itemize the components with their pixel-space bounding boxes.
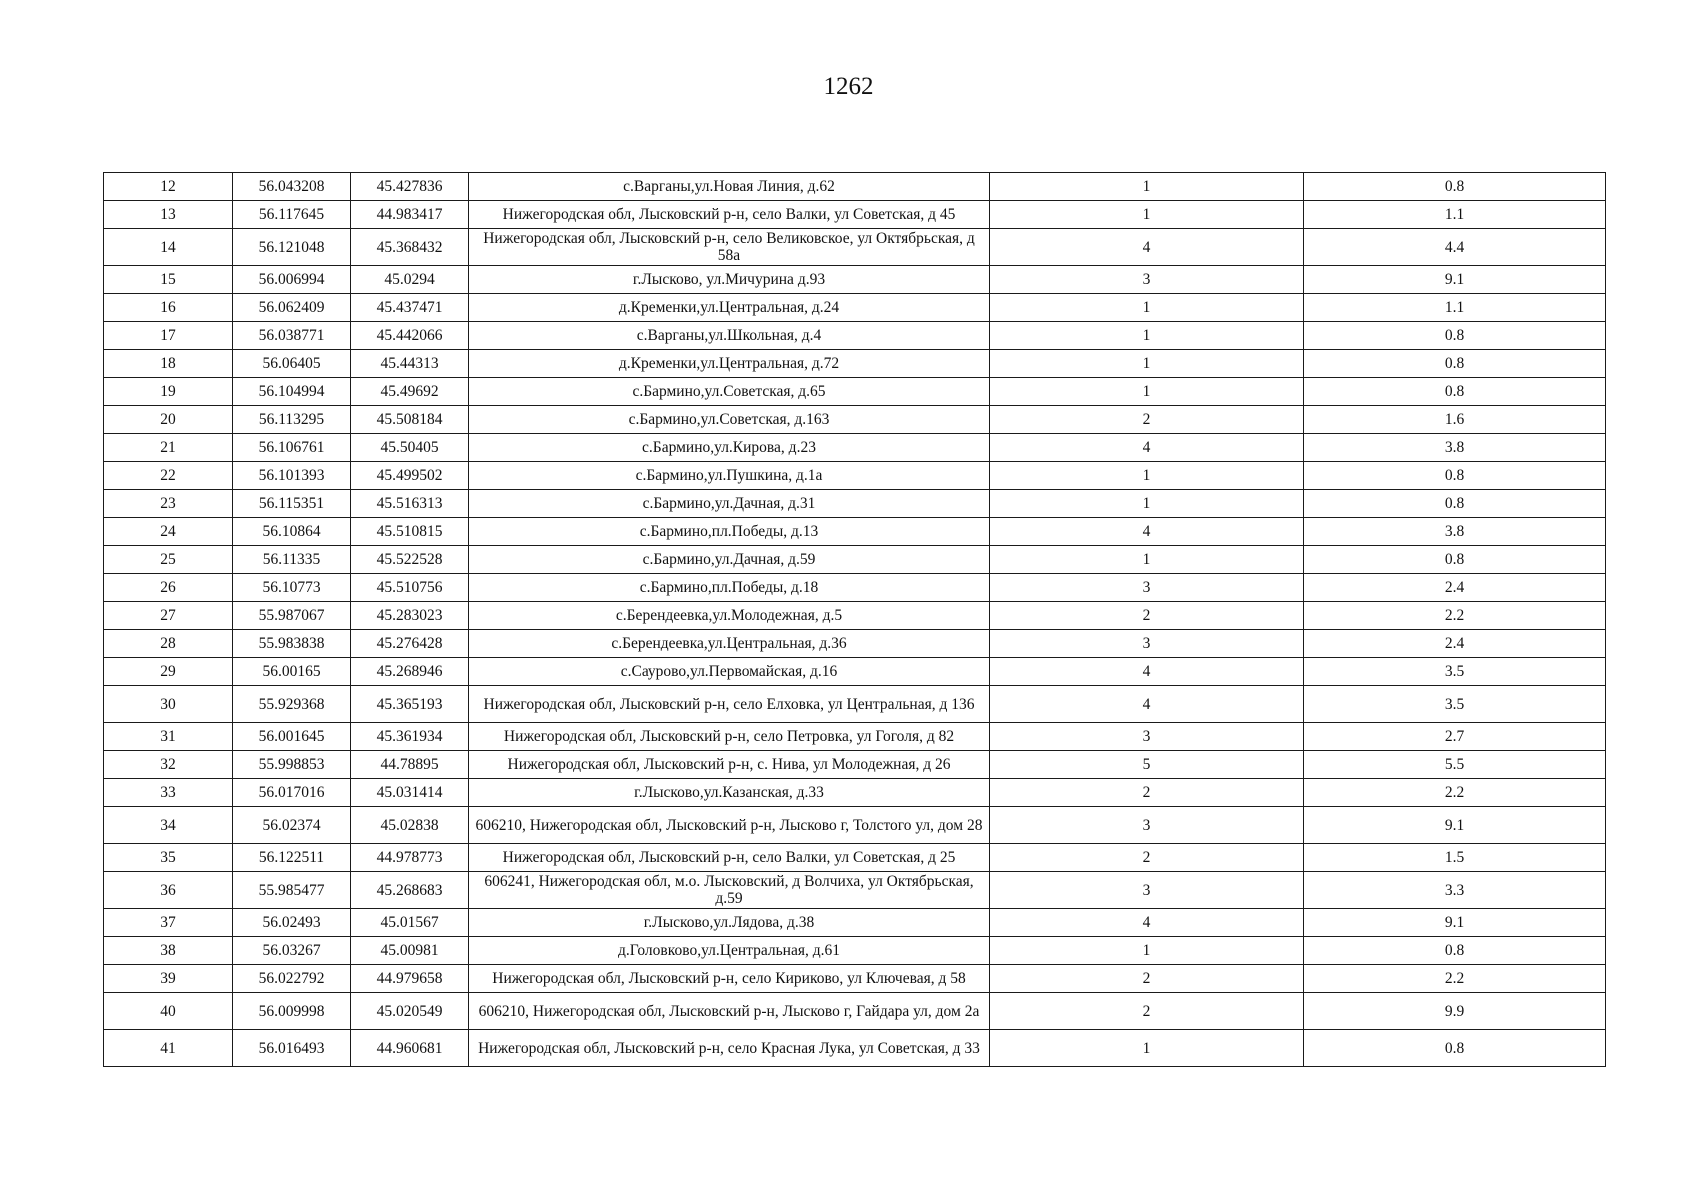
address-cell: с.Берендеевка,ул.Молодежная, д.5 — [469, 602, 990, 630]
longitude-cell: 45.02838 — [351, 807, 469, 844]
longitude-cell: 45.031414 — [351, 779, 469, 807]
longitude-cell: 45.268946 — [351, 658, 469, 686]
value-cell: 0.8 — [1304, 546, 1606, 574]
table-row — [104, 201, 1606, 229]
longitude-cell: 45.50405 — [351, 434, 469, 462]
address-cell: д.Головково,ул.Центральная, д.61 — [469, 937, 990, 965]
count-cell: 1 — [990, 462, 1304, 490]
latitude-cell: 56.009998 — [233, 993, 351, 1030]
table-row — [104, 518, 1606, 546]
latitude-cell: 55.929368 — [233, 686, 351, 723]
table-row — [104, 909, 1606, 937]
value-cell: 3.5 — [1304, 658, 1606, 686]
value-cell: 1.5 — [1304, 844, 1606, 872]
longitude-cell: 45.268683 — [351, 872, 469, 909]
count-cell: 1 — [990, 322, 1304, 350]
value-cell: 0.8 — [1304, 322, 1606, 350]
address-cell: с.Бармино,пл.Победы, д.18 — [469, 574, 990, 602]
count-cell: 1 — [990, 546, 1304, 574]
latitude-cell: 55.983838 — [233, 630, 351, 658]
count-cell: 3 — [990, 723, 1304, 751]
value-cell: 5.5 — [1304, 751, 1606, 779]
longitude-cell: 45.361934 — [351, 723, 469, 751]
table-row — [104, 723, 1606, 751]
latitude-cell: 56.017016 — [233, 779, 351, 807]
row-number-cell: 30 — [104, 686, 233, 723]
row-number-cell: 38 — [104, 937, 233, 965]
count-cell: 2 — [990, 779, 1304, 807]
value-cell: 0.8 — [1304, 937, 1606, 965]
row-number-cell: 18 — [104, 350, 233, 378]
address-cell: Нижегородская обл, Лысковский р-н, село Валки, ул Советская, д 25 — [469, 844, 990, 872]
table-row — [104, 462, 1606, 490]
address-cell: д.Кременки,ул.Центральная, д.24 — [469, 294, 990, 322]
table-row — [104, 490, 1606, 518]
longitude-cell: 45.283023 — [351, 602, 469, 630]
table-row — [104, 434, 1606, 462]
count-cell: 4 — [990, 229, 1304, 266]
address-cell: с.Бармино,пл.Победы, д.13 — [469, 518, 990, 546]
count-cell: 1 — [990, 201, 1304, 229]
table-row — [104, 378, 1606, 406]
count-cell: 3 — [990, 266, 1304, 294]
row-number-cell: 14 — [104, 229, 233, 266]
row-number-cell: 22 — [104, 462, 233, 490]
count-cell: 3 — [990, 630, 1304, 658]
latitude-cell: 56.006994 — [233, 266, 351, 294]
value-cell: 1.1 — [1304, 294, 1606, 322]
row-number-cell: 21 — [104, 434, 233, 462]
value-cell: 0.8 — [1304, 378, 1606, 406]
row-number-cell: 17 — [104, 322, 233, 350]
count-cell: 4 — [990, 518, 1304, 546]
table-row — [104, 173, 1606, 201]
longitude-cell: 45.49692 — [351, 378, 469, 406]
row-number-cell: 29 — [104, 658, 233, 686]
row-number-cell: 32 — [104, 751, 233, 779]
latitude-cell: 56.00165 — [233, 658, 351, 686]
row-number-cell: 20 — [104, 406, 233, 434]
table-body — [104, 173, 1606, 1067]
count-cell: 1 — [990, 490, 1304, 518]
row-number-cell: 19 — [104, 378, 233, 406]
table-row — [104, 322, 1606, 350]
row-number-cell: 26 — [104, 574, 233, 602]
latitude-cell: 56.02493 — [233, 909, 351, 937]
value-cell: 2.4 — [1304, 574, 1606, 602]
row-number-cell: 28 — [104, 630, 233, 658]
longitude-cell: 44.960681 — [351, 1030, 469, 1067]
table-row — [104, 546, 1606, 574]
value-cell: 0.8 — [1304, 350, 1606, 378]
longitude-cell: 45.0294 — [351, 266, 469, 294]
address-cell: с.Бармино,ул.Кирова, д.23 — [469, 434, 990, 462]
count-cell: 3 — [990, 574, 1304, 602]
address-cell: 606241, Нижегородская обл, м.о. Лысковский, д Волчиха, ул Октябрьская, д.59 — [469, 872, 990, 909]
address-cell: с.Бармино,ул.Пушкина, д.1а — [469, 462, 990, 490]
latitude-cell: 56.104994 — [233, 378, 351, 406]
longitude-cell: 45.437471 — [351, 294, 469, 322]
latitude-cell: 56.101393 — [233, 462, 351, 490]
count-cell: 3 — [990, 872, 1304, 909]
value-cell: 3.8 — [1304, 434, 1606, 462]
value-cell: 9.9 — [1304, 993, 1606, 1030]
address-cell: Нижегородская обл, Лысковский р-н, село Великовское, ул Октябрьская, д 58а — [469, 229, 990, 266]
table-row — [104, 1030, 1606, 1067]
longitude-cell: 45.442066 — [351, 322, 469, 350]
address-cell: Нижегородская обл, Лысковский р-н, село Валки, ул Советская, д 45 — [469, 201, 990, 229]
address-cell: г.Лысково,ул.Лядова, д.38 — [469, 909, 990, 937]
count-cell: 1 — [990, 1030, 1304, 1067]
value-cell: 0.8 — [1304, 490, 1606, 518]
row-number-cell: 31 — [104, 723, 233, 751]
longitude-cell: 45.499502 — [351, 462, 469, 490]
latitude-cell: 56.062409 — [233, 294, 351, 322]
count-cell: 2 — [990, 602, 1304, 630]
table-row — [104, 844, 1606, 872]
address-cell: Нижегородская обл, Лысковский р-н, село Кириково, ул Ключевая, д 58 — [469, 965, 990, 993]
address-cell: с.Берендеевка,ул.Центральная, д.36 — [469, 630, 990, 658]
address-cell: г.Лысково,ул.Казанская, д.33 — [469, 779, 990, 807]
longitude-cell: 45.00981 — [351, 937, 469, 965]
row-number-cell: 36 — [104, 872, 233, 909]
longitude-cell: 45.510756 — [351, 574, 469, 602]
address-cell: с.Саурово,ул.Первомайская, д.16 — [469, 658, 990, 686]
address-cell: с.Бармино,ул.Советская, д.163 — [469, 406, 990, 434]
latitude-cell: 56.11335 — [233, 546, 351, 574]
value-cell: 3.3 — [1304, 872, 1606, 909]
address-cell: г.Лысково, ул.Мичурина д.93 — [469, 266, 990, 294]
value-cell: 9.1 — [1304, 909, 1606, 937]
longitude-cell: 44.978773 — [351, 844, 469, 872]
row-number-cell: 41 — [104, 1030, 233, 1067]
table-row — [104, 229, 1606, 266]
value-cell: 3.5 — [1304, 686, 1606, 723]
table-row — [104, 266, 1606, 294]
table-row — [104, 993, 1606, 1030]
row-number-cell: 23 — [104, 490, 233, 518]
table-row — [104, 965, 1606, 993]
longitude-cell: 45.510815 — [351, 518, 469, 546]
table-row — [104, 350, 1606, 378]
value-cell: 1.6 — [1304, 406, 1606, 434]
row-number-cell: 40 — [104, 993, 233, 1030]
latitude-cell: 56.038771 — [233, 322, 351, 350]
count-cell: 3 — [990, 807, 1304, 844]
row-number-cell: 12 — [104, 173, 233, 201]
longitude-cell: 45.44313 — [351, 350, 469, 378]
longitude-cell: 44.979658 — [351, 965, 469, 993]
table-row — [104, 751, 1606, 779]
address-cell: Нижегородская обл, Лысковский р-н, село Петровка, ул Гоголя, д 82 — [469, 723, 990, 751]
latitude-cell: 56.016493 — [233, 1030, 351, 1067]
latitude-cell: 56.106761 — [233, 434, 351, 462]
row-number-cell: 34 — [104, 807, 233, 844]
address-cell: с.Варганы,ул.Новая Линия, д.62 — [469, 173, 990, 201]
latitude-cell: 56.10864 — [233, 518, 351, 546]
count-cell: 2 — [990, 406, 1304, 434]
latitude-cell: 56.02374 — [233, 807, 351, 844]
address-cell: д.Кременки,ул.Центральная, д.72 — [469, 350, 990, 378]
longitude-cell: 45.020549 — [351, 993, 469, 1030]
latitude-cell: 56.022792 — [233, 965, 351, 993]
row-number-cell: 24 — [104, 518, 233, 546]
address-cell: с.Бармино,ул.Дачная, д.31 — [469, 490, 990, 518]
count-cell: 1 — [990, 937, 1304, 965]
address-cell: Нижегородская обл, Лысковский р-н, с. Нива, ул Молодежная, д 26 — [469, 751, 990, 779]
longitude-cell: 45.516313 — [351, 490, 469, 518]
value-cell: 3.8 — [1304, 518, 1606, 546]
row-number-cell: 15 — [104, 266, 233, 294]
count-cell: 1 — [990, 378, 1304, 406]
value-cell: 2.4 — [1304, 630, 1606, 658]
address-cell: Нижегородская обл, Лысковский р-н, село Елховка, ул Центральная, д 136 — [469, 686, 990, 723]
address-cell: 606210, Нижегородская обл, Лысковский р-н, Лысково г, Гайдара ул, дом 2а — [469, 993, 990, 1030]
latitude-cell: 56.121048 — [233, 229, 351, 266]
latitude-cell: 56.06405 — [233, 350, 351, 378]
longitude-cell: 45.365193 — [351, 686, 469, 723]
latitude-cell: 55.998853 — [233, 751, 351, 779]
value-cell: 9.1 — [1304, 266, 1606, 294]
address-cell: с.Бармино,ул.Дачная, д.59 — [469, 546, 990, 574]
address-cell: с.Бармино,ул.Советская, д.65 — [469, 378, 990, 406]
value-cell: 9.1 — [1304, 807, 1606, 844]
longitude-cell: 45.508184 — [351, 406, 469, 434]
table-row — [104, 779, 1606, 807]
value-cell: 2.7 — [1304, 723, 1606, 751]
count-cell: 2 — [990, 844, 1304, 872]
longitude-cell: 45.427836 — [351, 173, 469, 201]
count-cell: 2 — [990, 965, 1304, 993]
count-cell: 4 — [990, 658, 1304, 686]
longitude-cell: 44.78895 — [351, 751, 469, 779]
table-row — [104, 602, 1606, 630]
table-row — [104, 406, 1606, 434]
value-cell: 2.2 — [1304, 779, 1606, 807]
latitude-cell: 56.122511 — [233, 844, 351, 872]
table-row — [104, 937, 1606, 965]
latitude-cell: 56.10773 — [233, 574, 351, 602]
table-row — [104, 294, 1606, 322]
address-cell: Нижегородская обл, Лысковский р-н, село Красная Лука, ул Советская, д 33 — [469, 1030, 990, 1067]
value-cell: 1.1 — [1304, 201, 1606, 229]
address-cell: с.Варганы,ул.Школьная, д.4 — [469, 322, 990, 350]
row-number-cell: 33 — [104, 779, 233, 807]
value-cell: 0.8 — [1304, 173, 1606, 201]
latitude-cell: 55.987067 — [233, 602, 351, 630]
latitude-cell: 56.115351 — [233, 490, 351, 518]
count-cell: 1 — [990, 350, 1304, 378]
row-number-cell: 39 — [104, 965, 233, 993]
value-cell: 0.8 — [1304, 462, 1606, 490]
longitude-cell: 45.276428 — [351, 630, 469, 658]
latitude-cell: 55.985477 — [233, 872, 351, 909]
longitude-cell: 45.01567 — [351, 909, 469, 937]
count-cell: 1 — [990, 173, 1304, 201]
value-cell: 4.4 — [1304, 229, 1606, 266]
latitude-cell: 56.001645 — [233, 723, 351, 751]
row-number-cell: 25 — [104, 546, 233, 574]
count-cell: 5 — [990, 751, 1304, 779]
count-cell: 4 — [990, 434, 1304, 462]
count-cell: 1 — [990, 294, 1304, 322]
row-number-cell: 37 — [104, 909, 233, 937]
row-number-cell: 16 — [104, 294, 233, 322]
count-cell: 2 — [990, 993, 1304, 1030]
value-cell: 2.2 — [1304, 965, 1606, 993]
row-number-cell: 35 — [104, 844, 233, 872]
table-row — [104, 574, 1606, 602]
latitude-cell: 56.117645 — [233, 201, 351, 229]
latitude-cell: 56.113295 — [233, 406, 351, 434]
longitude-cell: 44.983417 — [351, 201, 469, 229]
row-number-cell: 13 — [104, 201, 233, 229]
value-cell: 0.8 — [1304, 1030, 1606, 1067]
count-cell: 4 — [990, 909, 1304, 937]
row-number-cell: 27 — [104, 602, 233, 630]
table-row — [104, 686, 1606, 723]
count-cell: 4 — [990, 686, 1304, 723]
data-table — [103, 172, 1606, 1067]
longitude-cell: 45.522528 — [351, 546, 469, 574]
table-row — [104, 630, 1606, 658]
address-cell: 606210, Нижегородская обл, Лысковский р-н, Лысково г, Толстого ул, дом 28 — [469, 807, 990, 844]
latitude-cell: 56.03267 — [233, 937, 351, 965]
table-row — [104, 872, 1606, 909]
table-row — [104, 807, 1606, 844]
value-cell: 2.2 — [1304, 602, 1606, 630]
longitude-cell: 45.368432 — [351, 229, 469, 266]
latitude-cell: 56.043208 — [233, 173, 351, 201]
page-number: 1262 — [823, 73, 874, 100]
table-row — [104, 658, 1606, 686]
